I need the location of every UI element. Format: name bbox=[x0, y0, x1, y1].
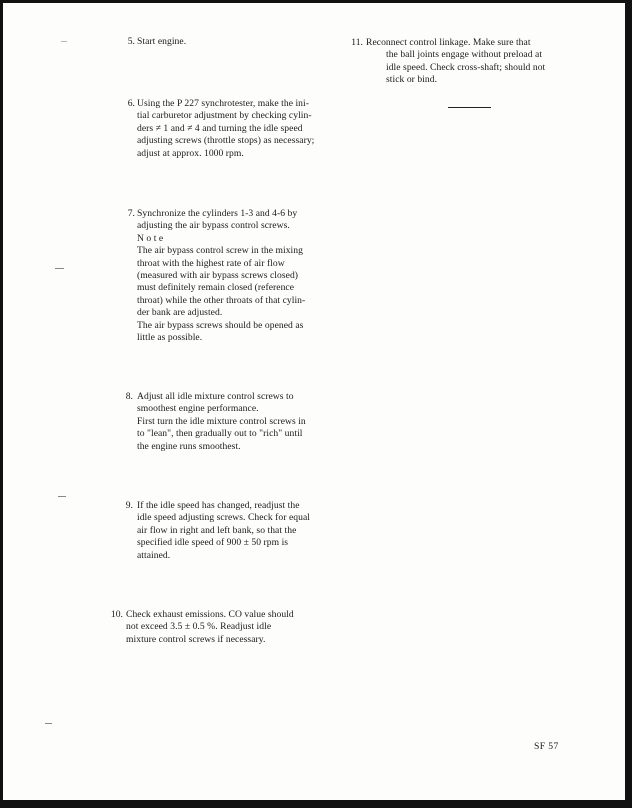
step-text-line: Using the P 227 synchrotester, make the ini- bbox=[137, 98, 309, 109]
step-number: 10. bbox=[110, 609, 123, 620]
scan-speck bbox=[55, 268, 64, 269]
step-text-line: smoothest engine performance. bbox=[137, 403, 259, 415]
step-text-line: air flow in right and left bank, so that the bbox=[137, 524, 297, 536]
step-number: 6. bbox=[127, 98, 135, 109]
section-divider bbox=[448, 107, 491, 108]
step-text-line: Start engine. bbox=[137, 36, 187, 47]
step-text-line: adjusting the air bypass control screws. bbox=[137, 220, 290, 232]
step-text-line: ders ≠ 1 and ≠ 4 and turning the idle speed bbox=[137, 122, 303, 134]
step-text-line: stick or bind. bbox=[386, 74, 438, 86]
step-number: 9. bbox=[125, 500, 133, 511]
step-text-line: adjust at approx. 1000 rpm. bbox=[137, 147, 244, 159]
step-text-line: specified idle speed of 900 ± 50 rpm is bbox=[137, 537, 289, 549]
step-text-line: little as possible. bbox=[137, 332, 203, 344]
step-text-line: If the idle speed has changed, readjust the bbox=[137, 500, 300, 511]
step-text-line: Reconnect control linkage. Make sure that bbox=[366, 37, 531, 48]
step-text-line: tial carburetor adjustment by checking cylin- bbox=[137, 110, 312, 122]
step-text-line: the ball joints engage without preload at bbox=[386, 49, 543, 61]
step-text-line: not exceed 3.5 ± 0.5 %. Readjust idle bbox=[126, 621, 272, 633]
step-text-line: Check exhaust emissions. CO value should bbox=[126, 609, 294, 620]
step-text-line: Synchronize the cylinders 1-3 and 4-6 by bbox=[137, 208, 298, 219]
step-text-line: Adjust all idle mixture control screws to bbox=[137, 391, 294, 402]
step-text-line: First turn the idle mixture control screws in bbox=[137, 415, 306, 427]
step-number: 5. bbox=[127, 36, 135, 47]
page-number: SF 57 bbox=[534, 741, 559, 752]
step-text-line: must definitely remain closed (reference bbox=[137, 282, 295, 294]
step-note-heading: N o t e bbox=[137, 232, 164, 244]
step-text-line: The air bypass screws should be opened as bbox=[137, 319, 304, 331]
scan-speck bbox=[45, 723, 52, 724]
step-text-line: the engine runs smoothest. bbox=[137, 440, 241, 452]
step-text-line: to "lean", then gradually out to "rich" until bbox=[137, 428, 303, 440]
step-text-line: adjusting screws (throttle stops) as necessary; bbox=[137, 135, 315, 147]
scan-speck bbox=[58, 496, 66, 497]
step-text-line: der bank are adjusted. bbox=[137, 307, 223, 319]
step-text-line: mixture control screws if necessary. bbox=[126, 633, 266, 645]
step-text-line: throat with the highest rate of air flow bbox=[137, 257, 285, 269]
step-text-line: idle speed adjusting screws. Check for equal bbox=[137, 512, 310, 524]
step-text-line: (measured with air bypass screws closed) bbox=[137, 270, 299, 282]
step-text-line: attained. bbox=[137, 549, 171, 561]
step-text-line: throat) while the other throats of that cylin- bbox=[137, 294, 306, 306]
step-text-line: The air bypass control screw in the mixing bbox=[137, 245, 303, 257]
step-number: 8. bbox=[125, 391, 133, 402]
step-number: 7. bbox=[127, 208, 135, 219]
step-text-line: idle speed. Check cross-shaft; should not bbox=[386, 61, 546, 73]
scan-speck bbox=[61, 41, 67, 42]
step-number: 11. bbox=[351, 37, 363, 48]
